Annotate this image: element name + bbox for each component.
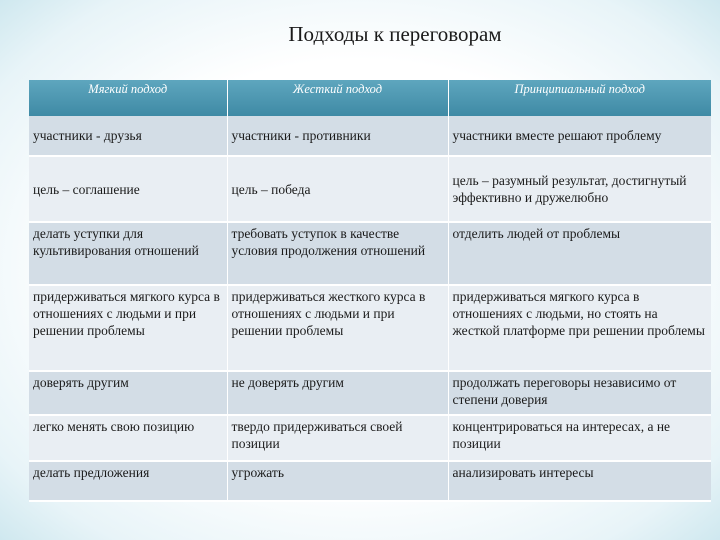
table-row: [29, 415, 711, 461]
header-principled-approach: Принципиальный подход: [448, 80, 711, 116]
table-cell: не доверять другим: [227, 371, 448, 415]
table-row: [29, 461, 711, 501]
table-row: [29, 156, 711, 222]
page-title: Подходы к переговорам: [288, 22, 502, 46]
table-cell: доверять другим: [29, 371, 227, 415]
negotiation-approaches-table: [29, 80, 711, 502]
table-cell: придерживаться жесткого курса в отношениях с людьми и при решении проблемы: [227, 285, 448, 371]
table-cell: делать уступки для культивирования отношений: [29, 222, 227, 285]
table-cell: участники - друзья: [29, 116, 227, 156]
table-cell: участники - противники: [227, 116, 448, 156]
table-row: [29, 116, 711, 156]
table-cell: легко менять свою позицию: [29, 415, 227, 461]
table-cell: анализировать интересы: [448, 461, 711, 501]
header-hard-approach: Жесткий подход: [227, 80, 448, 116]
table-cell: цель – победа: [227, 156, 448, 222]
table-row: [29, 285, 711, 371]
table-header: [29, 80, 711, 116]
table-cell: отделить людей от проблемы: [448, 222, 711, 285]
table-cell: участники вместе решают проблему: [448, 116, 711, 156]
table-cell: придерживаться мягкого курса в отношениях с людьми и при решении проблемы: [29, 285, 227, 371]
table-cell: угрожать: [227, 461, 448, 501]
table-cell: цель – соглашение: [29, 156, 227, 222]
table-cell: требовать уступок в качестве условия продолжения отношений: [227, 222, 448, 285]
header-soft-approach: Мягкий подход: [29, 80, 227, 116]
table-cell: продолжать переговоры независимо от степени доверия: [448, 371, 711, 415]
table-cell: придерживаться мягкого курса в отношениях с людьми, но стоять на жесткой платформе при решении проблемы: [448, 285, 711, 371]
table-cell: концентрироваться на интересах, а не позиции: [448, 415, 711, 461]
table-row: [29, 222, 711, 285]
table-cell: твердо придерживаться своей позиции: [227, 415, 448, 461]
table-cell: делать предложения: [29, 461, 227, 501]
table-row: [29, 371, 711, 415]
table-cell: цель – разумный результат, достигнутый эффективно и дружелюбно: [448, 156, 711, 222]
